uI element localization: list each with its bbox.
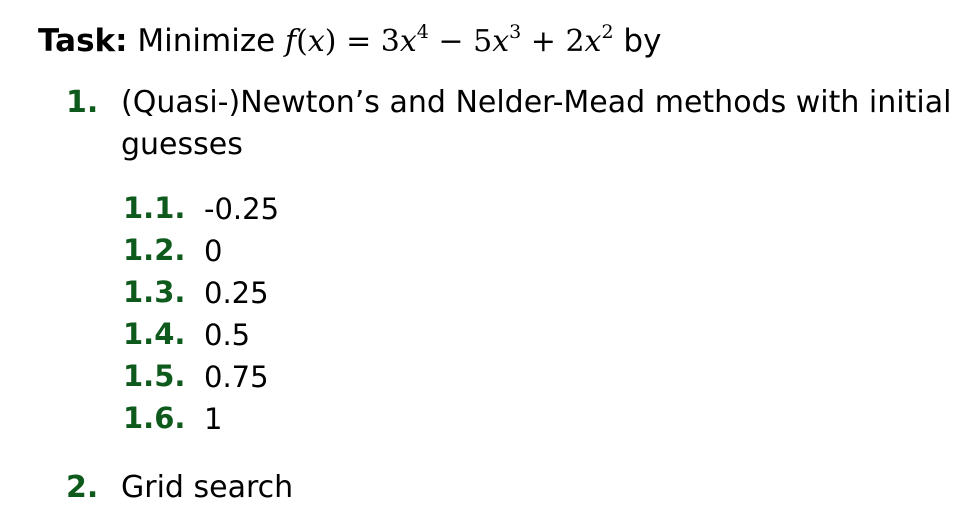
formula-equals: = (346, 24, 372, 59)
formula-exp-3: 2 (601, 21, 614, 43)
subitem-number: 1.1. (123, 191, 186, 225)
formula-var-2: x (492, 24, 510, 59)
subitem-value: 0 (204, 234, 223, 268)
task-label: Task: (38, 23, 128, 59)
formula-coef-2: 5 (473, 24, 493, 59)
formula-f: f (285, 24, 297, 59)
formula-var-1: x (399, 24, 417, 59)
task-text-after: by (623, 23, 662, 59)
formula-op-2: + (530, 24, 556, 59)
subitem-number: 1.6. (123, 401, 186, 435)
subitem-value: 0.5 (204, 318, 251, 352)
subitem-value: 0.75 (204, 360, 269, 394)
subitem-number: 1.5. (123, 359, 186, 393)
objective-formula (285, 21, 614, 59)
formula-open-paren: ( (296, 24, 308, 59)
item-number: 2. (66, 470, 99, 505)
formula-coef-1: 3 (380, 24, 400, 59)
subitem-value: 1 (204, 402, 223, 436)
subitem-value: 0.25 (204, 276, 269, 310)
formula-x: x (307, 24, 325, 59)
formula-exp-1: 4 (416, 21, 429, 43)
subitem-number: 1.3. (123, 275, 186, 309)
subitem-number: 1.4. (123, 317, 186, 351)
subitem-number: 1.2. (123, 233, 186, 267)
formula-var-3: x (584, 24, 602, 59)
task-text-before: Minimize (137, 23, 276, 59)
task-statement (38, 14, 661, 62)
formula-exp-2: 3 (509, 21, 522, 43)
item-number: 1. (66, 85, 99, 120)
subitem-value: -0.25 (204, 192, 280, 226)
formula-coef-3: 2 (565, 24, 585, 59)
item-text: Grid search (121, 470, 294, 505)
formula-close-paren: ) (324, 24, 337, 59)
formula-op-1: − (438, 24, 464, 59)
item-text: (Quasi-)Newton’s and Nelder-Mead methods with initial guesses (121, 85, 952, 162)
